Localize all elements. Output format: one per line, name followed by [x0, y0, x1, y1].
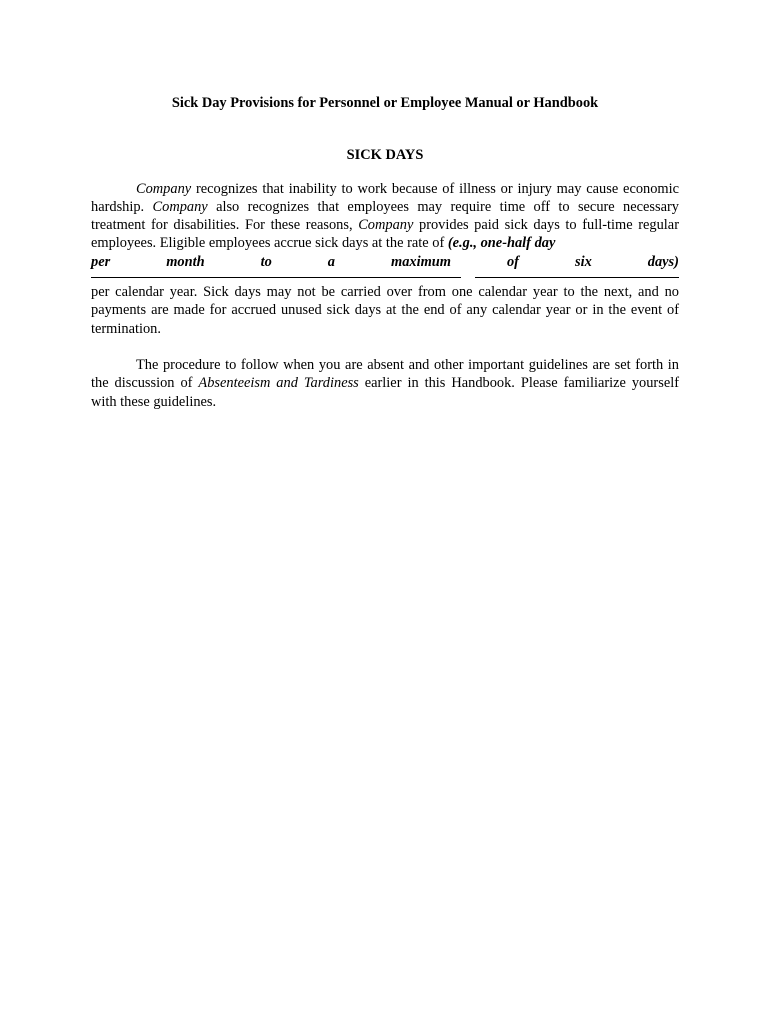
fill-in-blank[interactable] — [91, 271, 461, 278]
example-word: to — [260, 253, 272, 270]
example-word: maximum — [391, 253, 451, 270]
cross-reference: Absenteeism and Tardiness — [198, 375, 359, 392]
paragraph-sick-days-policy — [91, 180, 679, 253]
company-placeholder: Company — [358, 217, 414, 234]
company-placeholder: Company — [136, 180, 192, 197]
paragraph-text: provides paid sick days to full-time regular employees. Eligible employees accrue sick days at the rate of — [91, 217, 679, 252]
document-body — [91, 94, 679, 411]
example-word: month — [166, 253, 205, 270]
paragraph-text: also recognizes that employees may require time off to secure necessary treatment for disabilities. For these reasons, — [91, 198, 679, 234]
example-word: days) — [647, 253, 679, 270]
paragraph-continuation: per calendar year. Sick days may not be carried over from one calendar year to the next, and no payments are made for accrued unused sick days at the end of any calendar year or in the event of termination. — [91, 284, 679, 337]
company-placeholder: Company — [152, 198, 208, 215]
paragraph-text: recognizes that inability to work because of illness or injury may cause economic hardship. — [91, 180, 679, 215]
accrual-rate-example: (e.g., one-half day — [447, 235, 556, 252]
fill-in-blank[interactable] — [475, 271, 679, 278]
document-title: Sick Day Provisions for Personnel or Employee Manual or Handbook — [171, 95, 599, 111]
example-word: six — [574, 253, 592, 270]
example-word: per — [91, 253, 111, 270]
paragraph-text: earlier in this Handbook. Please familiarize yourself with these guidelines. — [91, 375, 680, 410]
fill-in-blank-row — [91, 271, 679, 277]
accrual-rate-example-line — [91, 253, 679, 271]
example-word: of — [506, 253, 519, 270]
paragraph-procedure — [91, 356, 679, 411]
example-word: a — [327, 253, 335, 270]
paragraph-text: The procedure to follow when you are absent and other important guidelines are set forth in the discussion of — [91, 356, 679, 392]
section-heading: SICK DAYS — [346, 147, 424, 164]
